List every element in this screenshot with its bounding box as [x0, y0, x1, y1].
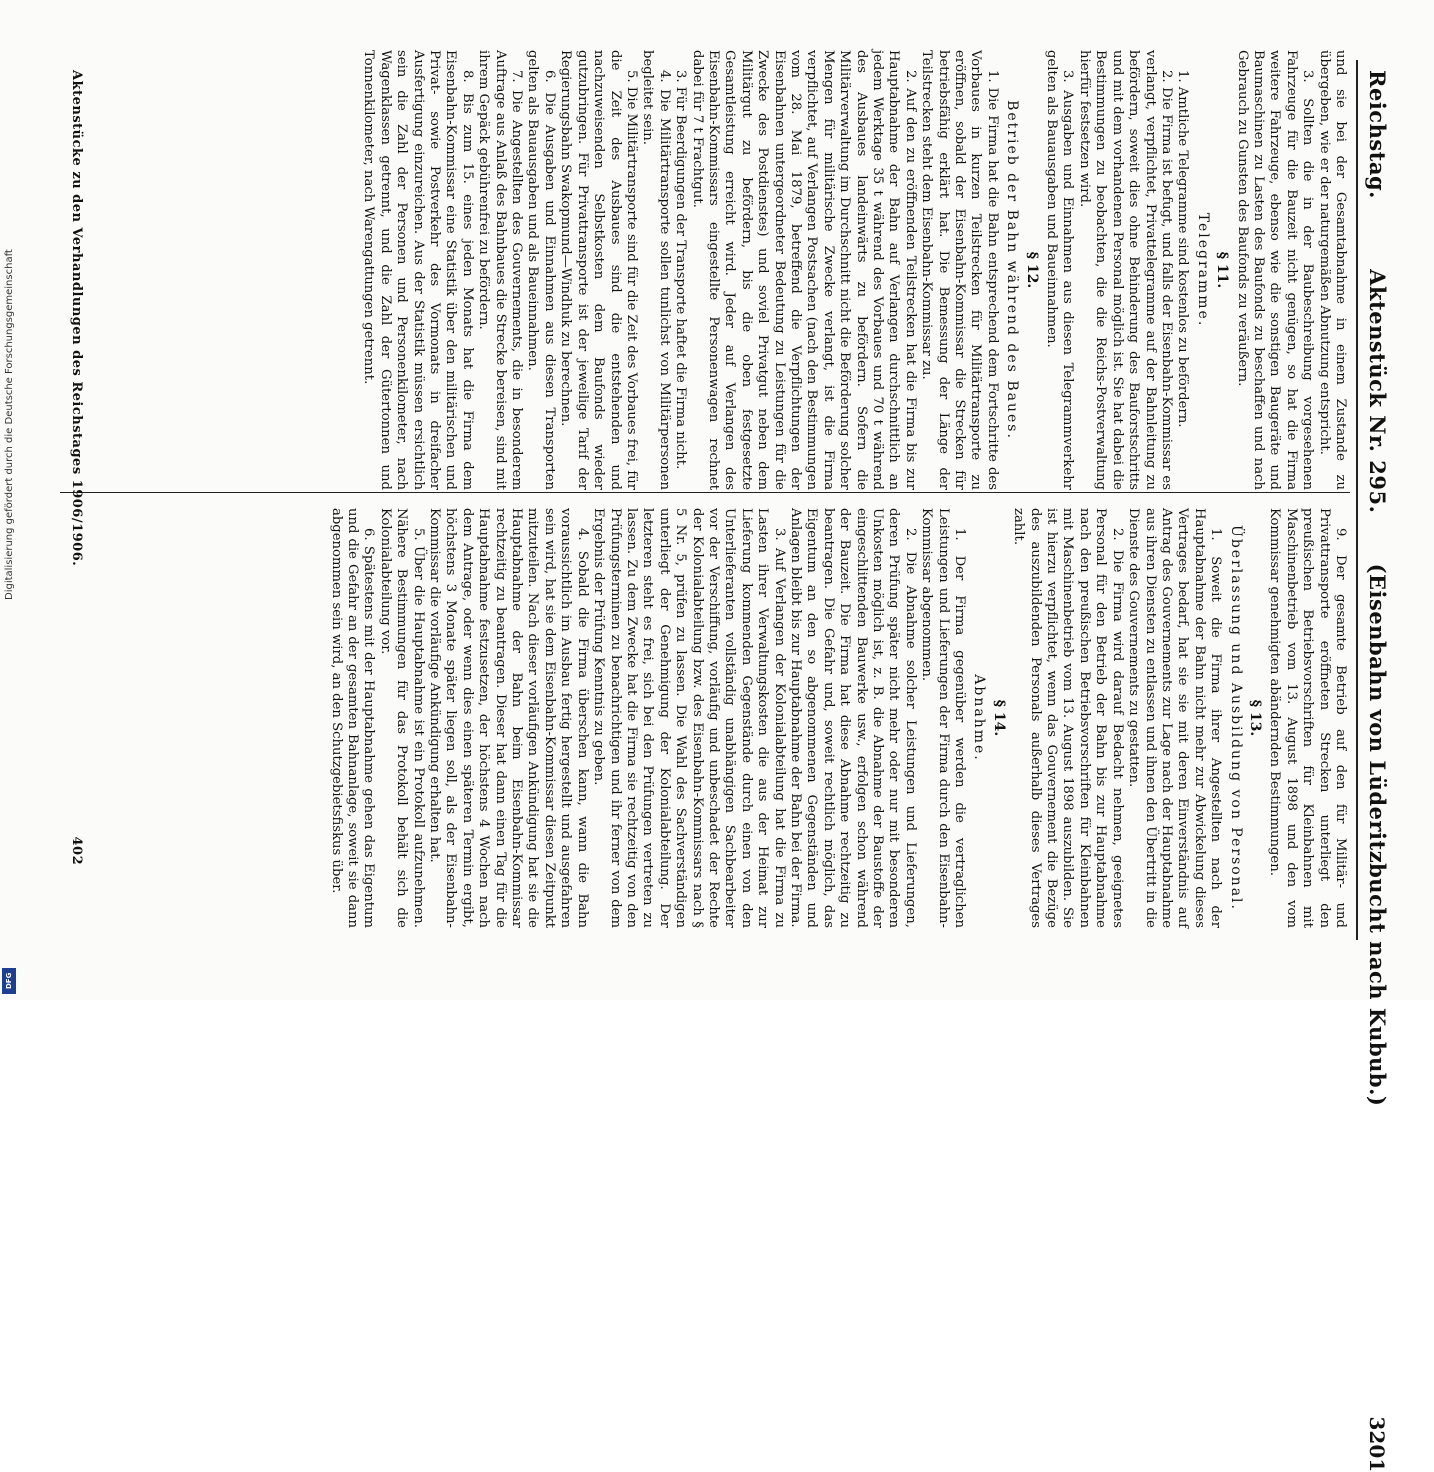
s13-p2: 2. Die Firma wird darauf Bedacht nehmen, geeignetes Personal für den Betrieb der Bahn bis zur Hauptabnahme nach den preußischen Betriebsvorschriften für Kleinbahnen mit Maschinenbetrieb vom 13. August 1898 auszubilden. Sie ist hierzu verpflichtet, wenn das Gouvernement die Bezüge des auszubildenden Personals außerhalb dieses Vertrages zahlt. — [1011, 508, 1125, 928]
header-right: (Eisenbahn von Lüderitzbucht nach Kubub.) — [1365, 563, 1390, 1107]
s12-p4: 4. Die Militärtransporte sollen tunlichst von Militärpersonen begleitet sein. — [640, 50, 672, 490]
left-column — [88, 50, 1348, 490]
s12-p5: 5. Die Militärtransporte sind für die Zeit des Vorbaues frei, für die Zeit des Ausbaues sind die entstehenden und nachzuweisenden Selbstkosten dem Baufonds wieder gutzubringen. Für Privattransporte ist der jeweilige Tarif der Regierungsbahn Swakopmund—Windhuk zu berechnen. — [558, 50, 639, 490]
s12-p7: 7. Die Angestellten des Gouvernements, die in besonderem Auftrage aus Anlaß des Bahnbaues die Strecke bereisen, sind mit ihrem Gepäck gebührenfrei zu befördern. — [476, 50, 525, 490]
section-12-title: § 12. — [1023, 251, 1040, 289]
left-intro: und sie bei der Gesamtabnahme in einem Zustande zu übergeben, wie er der naturgemäßen Abnutzung entspricht. — [1316, 50, 1348, 490]
page-number: 3201 — [1365, 1416, 1389, 1472]
column-divider — [60, 492, 1350, 493]
left-p3: 3. Sollten die in der Baubeschreibung vorgesehenen Fahrzeuge für die Bauzeit nicht genügen, so hat die Firma weitere Fahrzeuge, ebenso wie die sonstigen Baugeräte und Baumaschinen zu Lasten des Baufonds zu beschaffen und nach Gebrauch zu Gunsten des Baufonds zu veräußern. — [1234, 50, 1316, 490]
header-left: Reichstag. — [1365, 70, 1390, 199]
dfg-logo: DFG — [2, 968, 16, 994]
section-11-title: § 11. — [1214, 251, 1231, 289]
rotated-print-area — [60, 30, 1400, 1472]
footer-number: 402 — [69, 836, 84, 866]
section-14-subtitle: Abnahme. — [971, 674, 988, 762]
s12-p2: 2. Auf den zu eröffnenden Teilstrecken hat die Firma bis zur Hauptabnahme der Bahn auf Verlangen durchschnittlich an jedem Werktage 35 t während des Vorbaues und 70 t während des Ausbaues landeinwärts zu befördern. Sofern die Militärverwaltung im Durchschnitt nicht die Beförderung solcher Mengen für militärische Zwecke verlangt, ist die Firma verpflichtet, auf Verlangen Postsachen (nach den Bestimmungen vom 28. Mai 1879, betreffend die Verpflichtungen der Eisenbahnen untergeordneter Bedeutung zu Leistungen für die Zwecke des Postdienstes) und soviel Privatgut neben dem Militärgut zu befördern, bis die oben festgesetzte Gesamtleistung erreicht wird. Jeder auf Verlangen des Eisenbahn-Kommissars eingestellte Personenwagen rechnet dabei für 7 t Frachtgut. — [689, 50, 918, 490]
s12-p6: 6. Die Ausgaben und Einnahmen aus diesen Transporten gelten als Bauausgaben und als Baueinnahmen. — [525, 50, 557, 490]
s12-p3: 3. Für Beerdigungen der Transporte haftet die Firma nicht. — [673, 70, 689, 470]
s14-p4: 4. Sobald die Firma überschen kann, wann die Bahn voraussichtlich im Ausbau fertig hergestellt und ausgefahren sein wird, hat sie dem Eisenbahn-Kommissar diesen Zeitpunkt mitzuteilen. Nach dieser vorläufigen Ankündigung hat sie die Hauptabnahme der Bahn beim Eisenbahn-Kommissar rechtzeitig zu beantragen. Dieser hat dann einen Tag für die Hauptabnahme festzusetzen, der höchstens 4 Wochen nach dem Antrage, oder wenn dies einen späteren Termin ergibt, höchstens 3 Monate später liegen soll, als der Eisenbahn-Kommissar die vorläufige Ankündigung erhalten hat. — [427, 508, 590, 928]
r-p9: 9. Der gesamte Betrieb auf den für Militär- und Privattransporte eröffneten Strecken unterliegt den preußischen Betriebsvorschriften für Kleinbahnen mit Maschinenbetrieb vom 13. August 1898 und den vom Kommissar genehmigten abändernden Bestimmungen. — [1267, 508, 1348, 928]
s14-p1: 1. Der Firma gegenüber werden die vertraglichen Leistungen und Lieferungen der Firma durch den Eisenbahn-Kommissar abgenommen. — [919, 508, 968, 928]
footer — [69, 70, 88, 865]
s11-p3: 3. Ausgaben und Einnahmen aus diesen Telegrammverkehr gelten als Bauausgaben und Baueinnahmen. — [1044, 50, 1076, 490]
s11-p1: 1. Amtliche Telegramme sind kostenlos zu befördern. — [1175, 70, 1191, 428]
s14-p6: 6. Spätestens mit der Hauptabnahme gehen das Eigentum und die Gefahr an der gesamten Bahnanlage, soweit sie dann abgenommen sein wird, an den Schutzgebietsfiskus über. — [328, 508, 377, 928]
s12-p1: 1. Die Firma hat die Bahn entsprechend dem Fortschritte des Vorbaues in kurzen Teilstrecken für Militärtransporte zu eröffnen, sobald der Eisenbahn-Kommissar die Strecken für betriebsfähig erklärt hat. Die Bemessung der Länge der Teilstrecken steht dem Eisenbahn-Kommissar zu. — [919, 50, 1000, 490]
s14-p2: 2. Die Abnahme solcher Leistungen und Lieferungen, deren Prüfung später nicht mehr oder nur mit besonderen Unkosten möglich ist, z. B. die Abnahme der Baustoffe der eingeschlittenden Bauwerke usw., erfolgen schon während der Bauzeit. Die Firma hat diese Abnahme rechtzeitig zu beantragen. Die Gefahr und, soweit rechtlich möglich, das Eigentum an den so abgenommenen Gegenständen und Anlagen bleibt bis zur Hauptabnahme der Bahn bei der Firma. — [788, 508, 918, 928]
section-13-title: § 13. — [1246, 699, 1263, 737]
section-14-title: § 14. — [990, 699, 1007, 737]
digitization-note: Digitalisierung gefördert durch die Deutsche Forschungsgemeinschaft — [4, 249, 15, 600]
header-center: Aktenstück Nr. 295. — [1365, 269, 1390, 514]
s14-p3: 3. Auf Verlangen der Kolonialabteilung hat die Firma zu Lasten ihrer Verwaltungskosten die aus der Heimat zur Lieferung kommenden Gegenstände durch einen von den Unterlieferanten vollständig unabhängigen Sachbearbeiter vor der Verschiffung, vorläufig und unbeschadet der Rechte der Kolonialabteilung bzw. des Eisenbahn-Kommissars nach § 5 Nr. 5, prüfen zu lassen. Die Wahl des Sachverständigen unterliegt der Genehmigung der Kolonialabteilung. Der letzteren steht es frei, sich bei den Prüfungen vertreten zu lassen. Zu dem Zwecke hat die Firma sie rechtzeitig von den Prüfungsterminen zu benachrichtigen und ihr ferner von dem Ergebnis der Prüfung Kenntnis zu geben. — [591, 508, 787, 928]
right-column — [327, 508, 1348, 928]
section-11-subtitle: Telegramme. — [1194, 212, 1211, 328]
running-header — [1365, 70, 1390, 1472]
s14-p5: 5. Über die Hauptabnahme ist ein Protokoll aufzunehmen. Nähere Bestimmungen für das Protokoll behält sich die Kolonialabteilung vor. — [377, 508, 426, 928]
section-13-subtitle: Überlassung und Ausbildung von Personal. — [1227, 525, 1244, 911]
section-12-subtitle: Betrieb der Bahn während des Baues. — [1004, 100, 1021, 440]
footer-text: Aktenstücke zu den Verhandlungen des Reichstages 1906/1906. — [69, 70, 84, 567]
s13-p1: 1. Soweit die Firma ihrer Angestellten nach der Hauptabnahme der Bahn nicht mehr zur Abwickelung dieses Vertrages bedarf, hat sie sie mit deren Einverständnis auf Antrag des Gouvernements zur Lage nach der Hauptabnahme aus ihren Diensten zu entlassen und ihnen den Übertritt in die Dienste des Gouvernements zu gestatten. — [1126, 508, 1224, 928]
s11-p2: 2. Die Firma ist befugt, und falls der Eisenbahn-Kommissar es verlangt, verpflichtet, Privattelegramme auf der Bahnleitung zu befördern, soweit dies ohne Behinderung des Bauforstschritts und mit dem vorhandenen Personal möglich ist. Sie hat dabei die Bestimmungen zu beobachten, die die Reichs-Postverwaltung hierfür festsetzen wird. — [1076, 50, 1174, 490]
header-rule — [1356, 60, 1358, 940]
s12-p8: 8. Bis zum 15. eines jeden Monats hat die Firma dem Eisenbahn-Kommissar eine Statistik über den militärischen und Privat- sowie Postverkehr des Vormonats in dreifacher Ausfertigung einzureichen. Aus der Statistik müssen ersichtlich sein die Zahl der Personen und Personenkilometer, nach Wagenklassen getrennt, und die Zahl der Gütertonnen und Tonnenkilometer, nach Warengattungen getrennt. — [361, 50, 475, 490]
